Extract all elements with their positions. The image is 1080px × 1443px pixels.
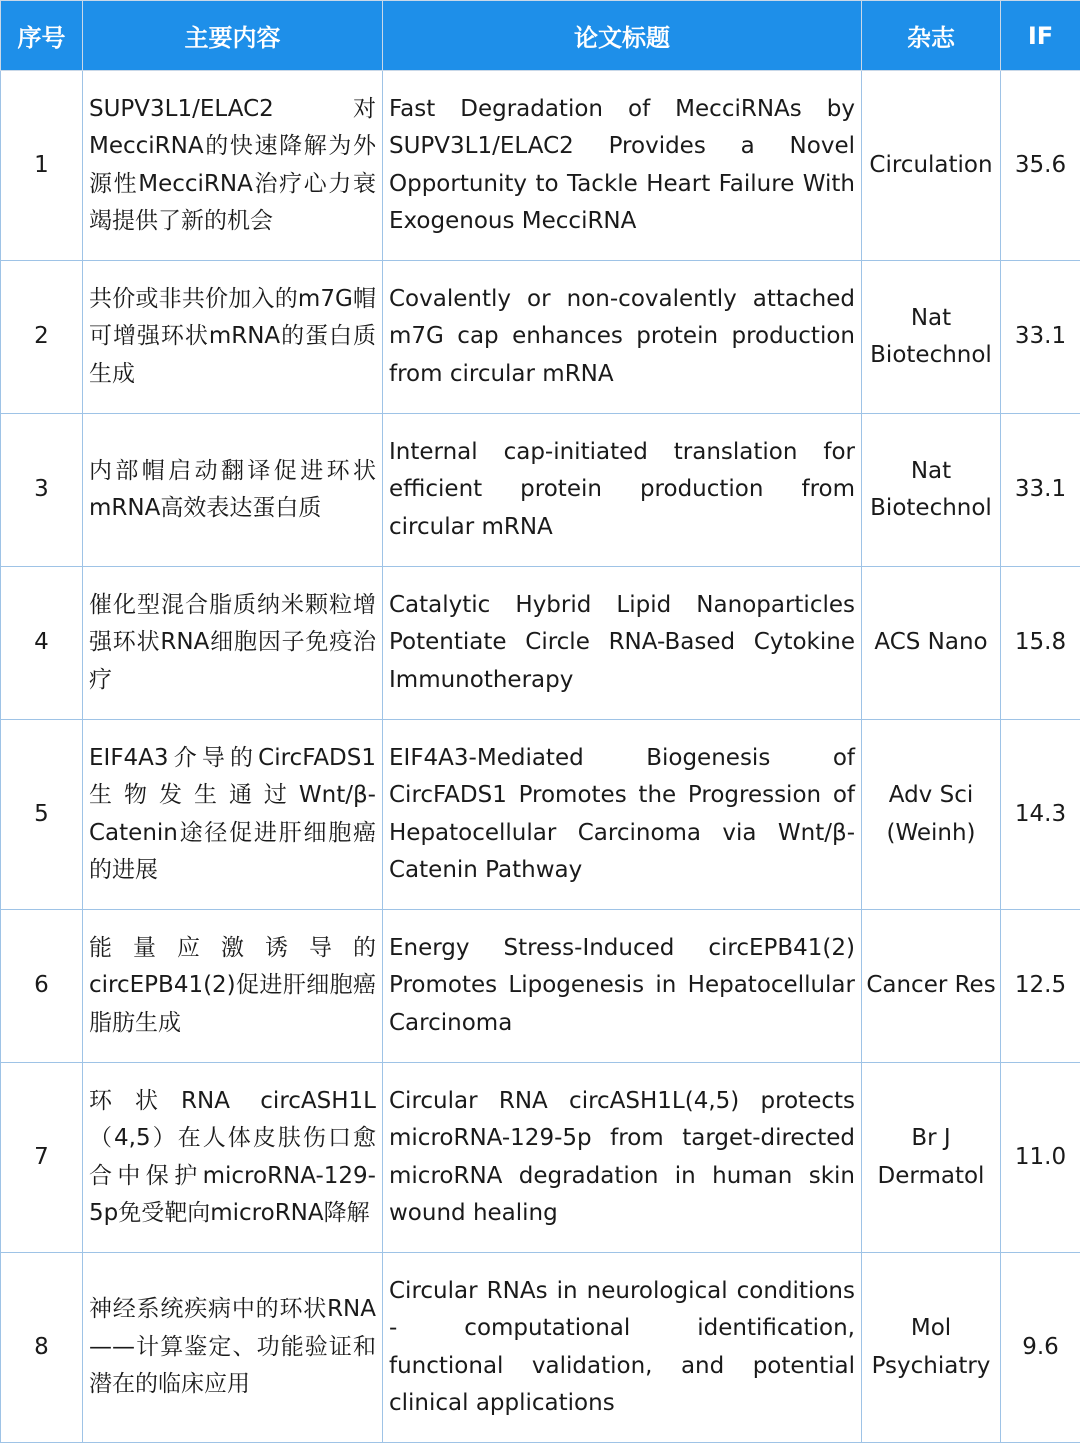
table-row xyxy=(1,1253,1080,1443)
table-row xyxy=(1,1063,1080,1253)
row-index: 4 xyxy=(1,567,83,720)
row-content: 环状RNA circASH1L（4,5）在人体皮肤伤口愈合中保护microRNA-129-5p免受靶向microRNA降解 xyxy=(83,1063,383,1253)
row-journal: ACS Nano xyxy=(862,567,1001,720)
row-impact-factor: 11.0 xyxy=(1001,1063,1080,1253)
row-impact-factor: 33.1 xyxy=(1001,414,1080,567)
header-impact-factor: IF xyxy=(1001,1,1080,71)
row-impact-factor: 15.8 xyxy=(1001,567,1080,720)
row-journal: Circulation xyxy=(862,71,1001,261)
row-impact-factor: 9.6 xyxy=(1001,1253,1080,1443)
row-title: Circular RNA circASH1L(4,5) protects microRNA-129-5p from target-directed microRNA degradation in human skin wound healing xyxy=(383,1063,862,1253)
row-content: EIF4A3介导的CircFADS1生物发生通过Wnt/β-Catenin途径促进肝细胞癌的进展 xyxy=(83,720,383,910)
row-impact-factor: 14.3 xyxy=(1001,720,1080,910)
row-journal: Nat Biotechnol xyxy=(862,414,1001,567)
row-index: 5 xyxy=(1,720,83,910)
row-title: Internal cap-initiated translation for efficient protein production from circular mRNA xyxy=(383,414,862,567)
row-title: Fast Degradation of MecciRNAs by SUPV3L1/ELAC2 Provides a Novel Opportunity to Tackle Heart Failure With Exogenous MecciRNA xyxy=(383,71,862,261)
row-index: 6 xyxy=(1,910,83,1063)
row-index: 7 xyxy=(1,1063,83,1253)
row-journal: Cancer Res xyxy=(862,910,1001,1063)
row-index: 2 xyxy=(1,261,83,414)
table-row xyxy=(1,720,1080,910)
row-index: 3 xyxy=(1,414,83,567)
row-title: Catalytic Hybrid Lipid Nanoparticles Potentiate Circle RNA-Based Cytokine Immunotherapy xyxy=(383,567,862,720)
row-content: 催化型混合脂质纳米颗粒增强环状RNA细胞因子免疫治疗 xyxy=(83,567,383,720)
row-journal: Mol Psychiatry xyxy=(862,1253,1001,1443)
row-content: 神经系统疾病中的环状RNA——计算鉴定、功能验证和潜在的临床应用 xyxy=(83,1253,383,1443)
table-row xyxy=(1,71,1080,261)
header-content: 主要内容 xyxy=(83,1,383,71)
table-row xyxy=(1,414,1080,567)
row-title: Energy Stress-Induced circEPB41(2) Promotes Lipogenesis in Hepatocellular Carcinoma xyxy=(383,910,862,1063)
table-header-row xyxy=(1,1,1080,71)
row-index: 1 xyxy=(1,71,83,261)
header-index: 序号 xyxy=(1,1,83,71)
row-impact-factor: 35.6 xyxy=(1001,71,1080,261)
header-title: 论文标题 xyxy=(383,1,862,71)
row-content: 内部帽启动翻译促进环状mRNA高效表达蛋白质 xyxy=(83,414,383,567)
row-title: Covalently or non-covalently attached m7G cap enhances protein production from circular mRNA xyxy=(383,261,862,414)
row-content: 共价或非共价加入的m7G帽可增强环状mRNA的蛋白质生成 xyxy=(83,261,383,414)
row-impact-factor: 12.5 xyxy=(1001,910,1080,1063)
table-row xyxy=(1,910,1080,1063)
row-journal: Adv Sci (Weinh) xyxy=(862,720,1001,910)
row-journal: Nat Biotechnol xyxy=(862,261,1001,414)
row-content: 能量应激诱导的circEPB41(2)促进肝细胞癌脂肪生成 xyxy=(83,910,383,1063)
row-content: SUPV3L1/ELAC2 对MecciRNA的快速降解为外源性MecciRNA治疗心力衰竭提供了新的机会 xyxy=(83,71,383,261)
row-index: 8 xyxy=(1,1253,83,1443)
table-row xyxy=(1,567,1080,720)
row-title: EIF4A3-Mediated Biogenesis of CircFADS1 Promotes the Progression of Hepatocellular Carcinoma via Wnt/β-Catenin Pathway xyxy=(383,720,862,910)
table-row xyxy=(1,261,1080,414)
row-journal: Br J Dermatol xyxy=(862,1063,1001,1253)
row-impact-factor: 33.1 xyxy=(1001,261,1080,414)
header-journal: 杂志 xyxy=(862,1,1001,71)
row-title: Circular RNAs in neurological conditions - computational identification, functional validation, and potential clinical applications xyxy=(383,1253,862,1443)
